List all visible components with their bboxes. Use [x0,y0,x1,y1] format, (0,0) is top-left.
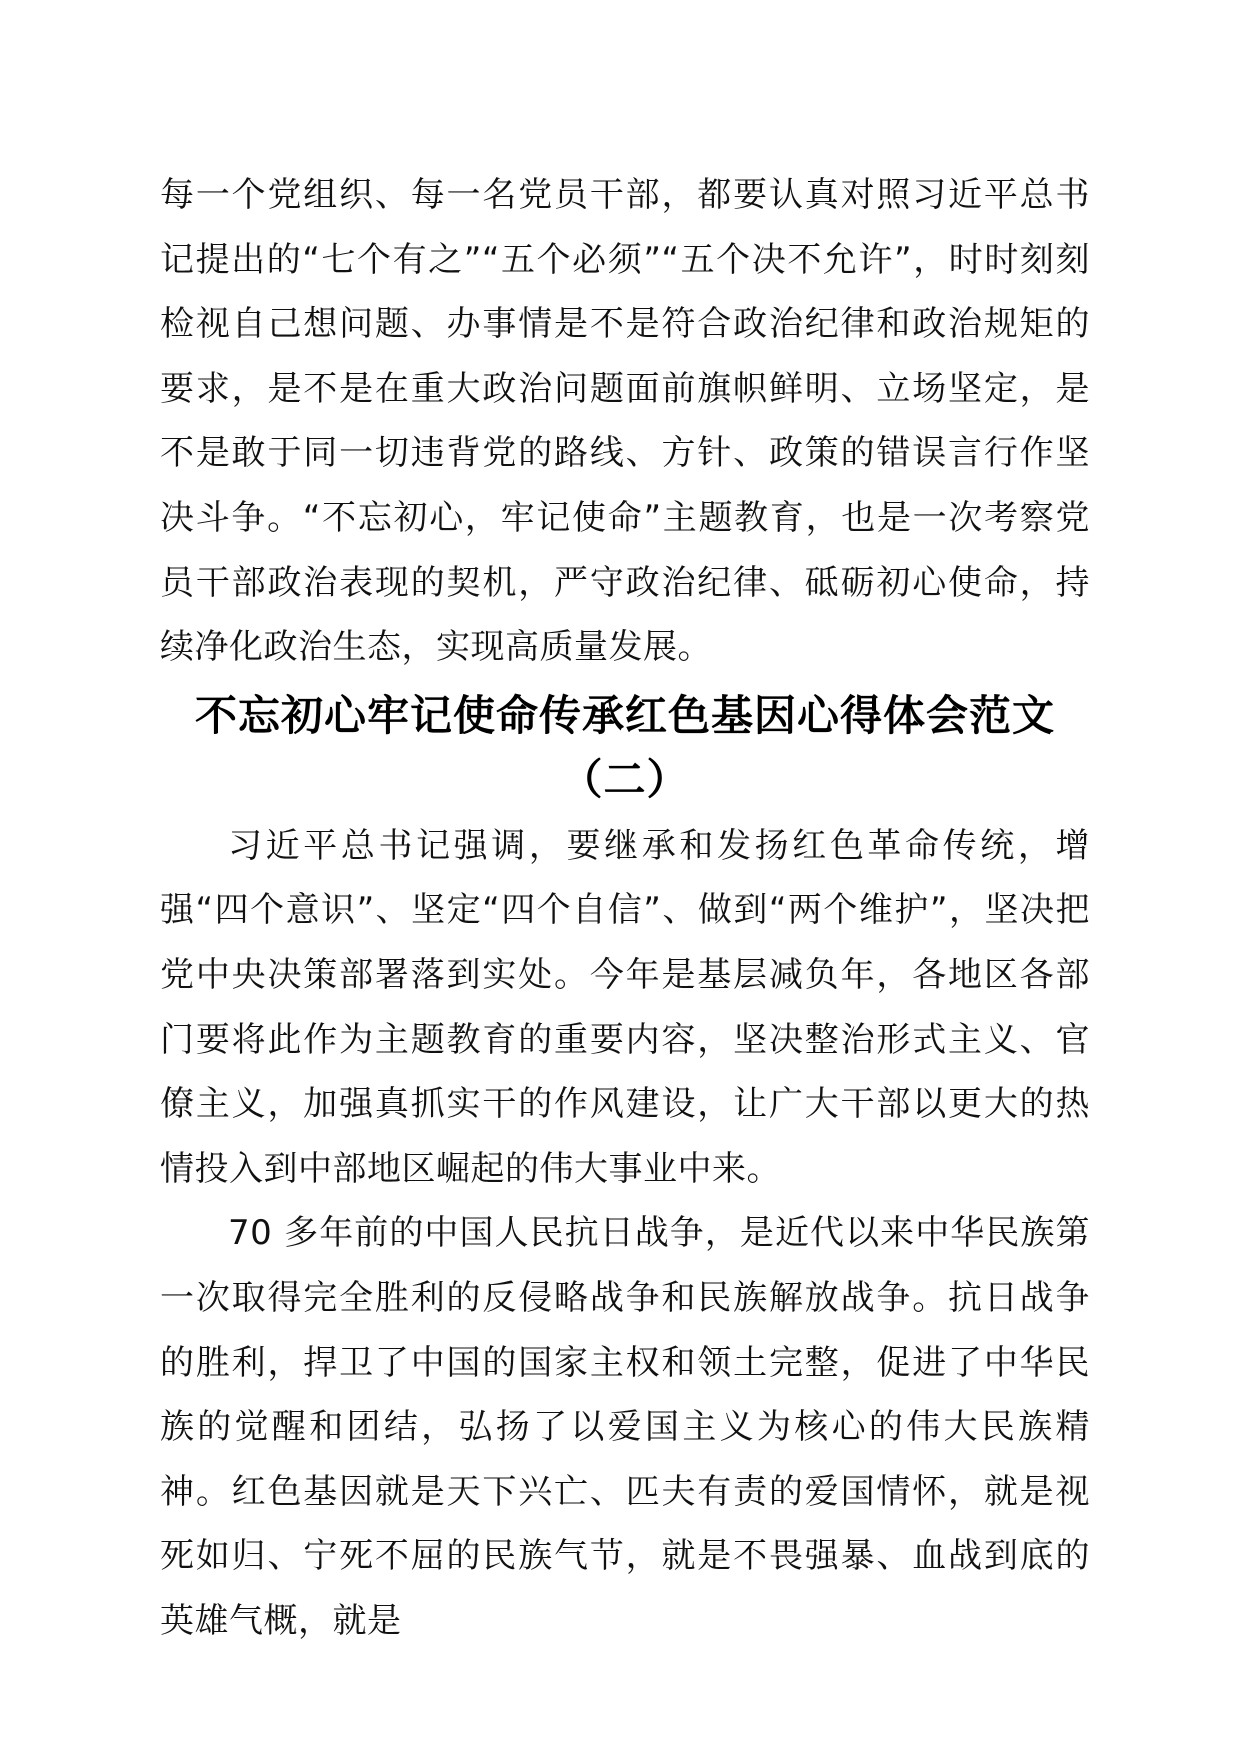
continuation-paragraph: 每一个党组织、每一名党员干部，都要认真对照习近平总书记提出的“七个有之”“五个必须”“五个决不允许”，时时刻刻检视自己想问题、办事情是不是符合政治纪律和政治规矩的要求，是不是在重大政治问题面前旗帜鲜明、立场坚定，是不是敢于同一切违背党的路线、方针、政策的错误言行作坚决斗争。“不忘初心，牢记使命”主题教育，也是一次考察党员干部政治表现的契机，严守政治纪律、砥砺初心使命，持续净化政治生态，实现高质量发展。 [160,175,1090,668]
section-title-line-2: （二） [560,754,690,804]
document-page [160,163,1090,1653]
body-paragraph-1: 习近平总书记强调，要继承和发扬红色革命传统，增强“四个意识”、坚定“四个自信”、做到“两个维护”，坚决把党中央决策部署落到实处。今年是基层减负年，各地区各部门要将此作为主题教育的重要内容，坚决整治形式主义、官僚主义，加强真抓实干的作风建设，让广大干部以更大的热情投入到中部地区崛起的伟大事业中来。 [160,825,1090,1189]
section-title-line-1: 不忘初心牢记使命传承红色基因心得体会范文 [194,690,1055,740]
body-paragraph-2: 70 多年前的中国人民抗日战争，是近代以来中华民族第一次取得完全胜利的反侵略战争和民族解放战争。抗日战争的胜利，捍卫了中国的国家主权和领土完整，促进了中华民族的觉醒和团结，弘扬了以爱国主义为核心的伟大民族精神。红色基因就是天下兴亡、匹夫有责的爱国情怀，就是视死如归、宁死不屈的民族气节，就是不畏强暴、血战到底的英雄气概，就是 [160,1213,1090,1641]
section-title [160,684,1090,812]
